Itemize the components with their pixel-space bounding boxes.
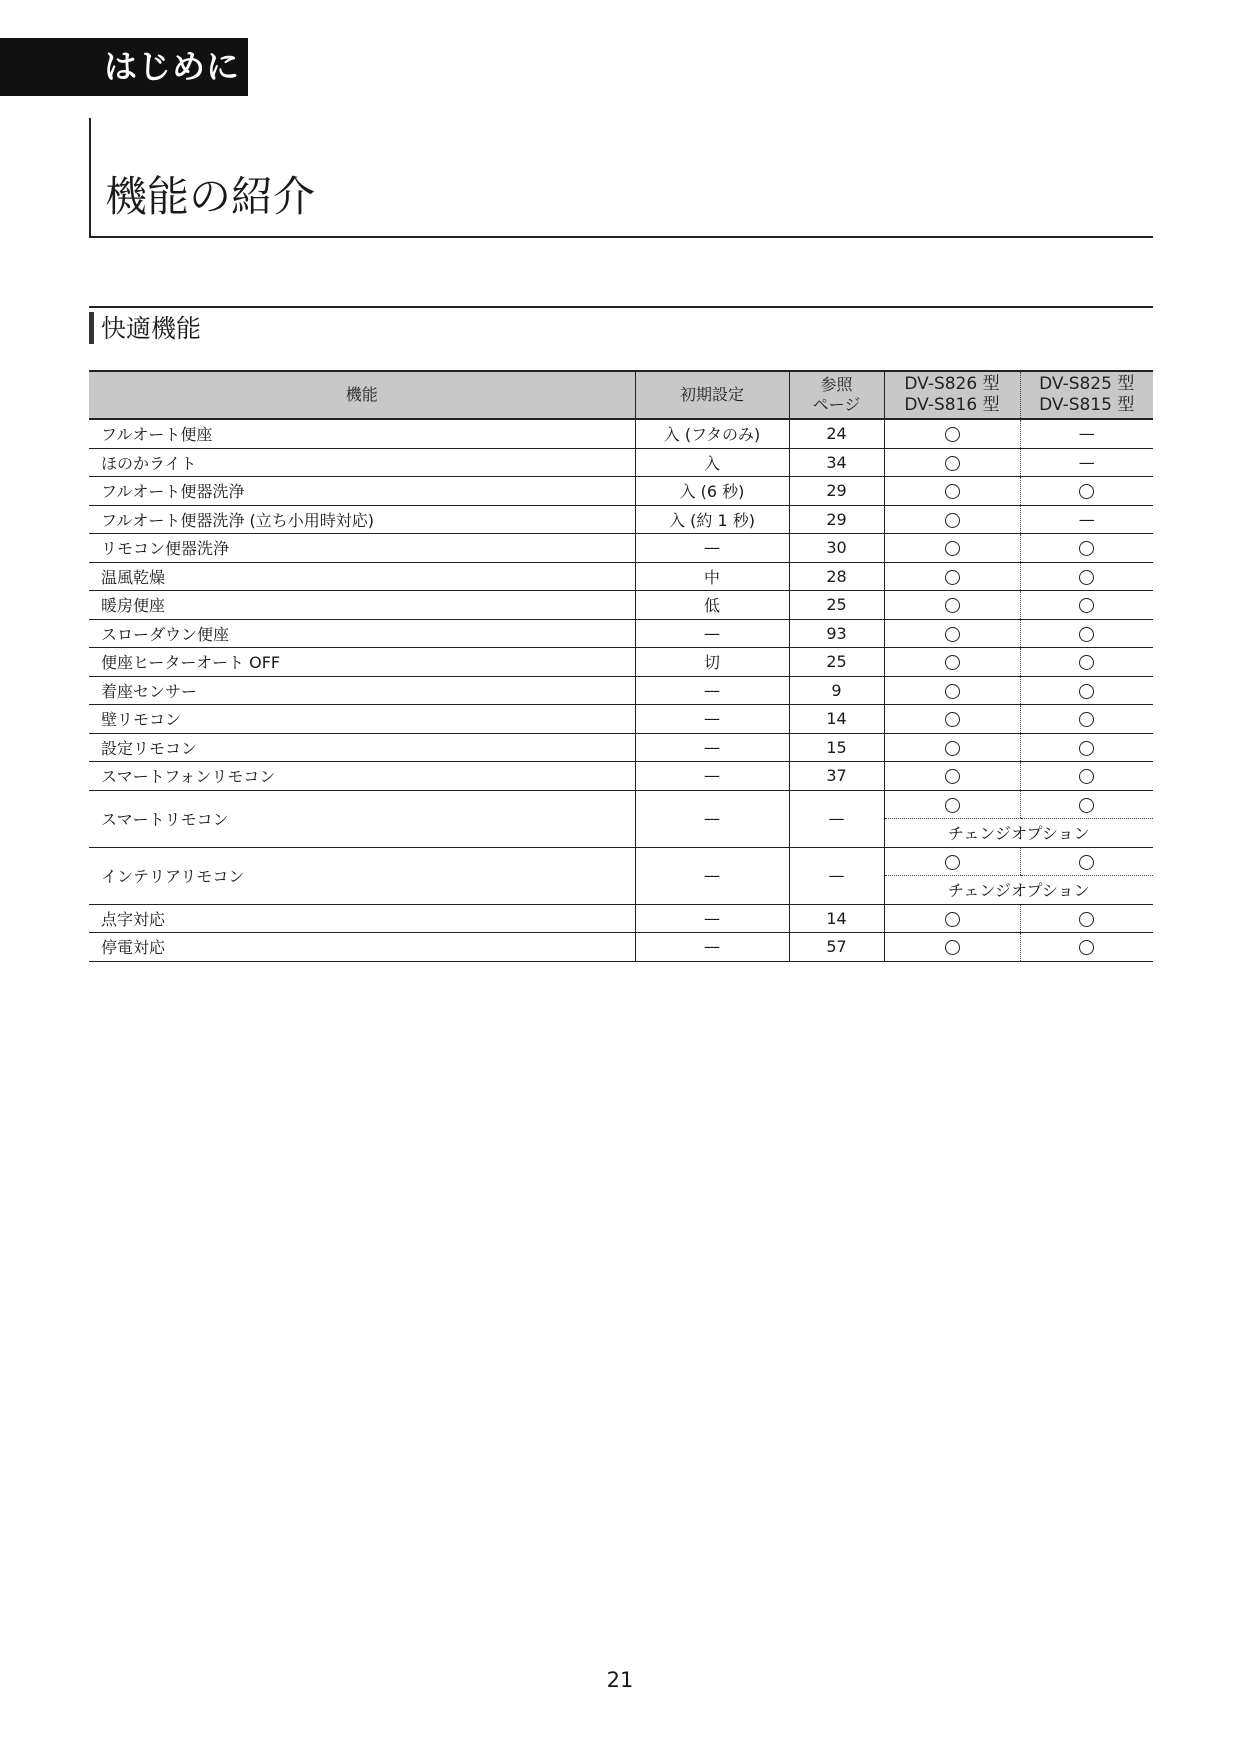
model-a-circle-icon xyxy=(945,427,960,442)
model-b-support xyxy=(1020,534,1153,563)
model-a-circle-icon xyxy=(945,798,960,813)
header-reference-page xyxy=(789,371,884,419)
change-option-note: チェンジオプション xyxy=(884,876,1153,905)
model-b-support xyxy=(1020,477,1153,506)
reference-page: 14 xyxy=(789,705,884,734)
table-row xyxy=(89,619,1153,648)
initial-setting: 入 (6 秒) xyxy=(635,477,789,506)
model-a-circle-icon xyxy=(945,570,960,585)
initial-setting: — xyxy=(635,619,789,648)
table-row xyxy=(89,562,1153,591)
reference-page: 24 xyxy=(789,419,884,448)
reference-page: 37 xyxy=(789,762,884,791)
feature-name: スマートリモコン xyxy=(89,790,635,847)
feature-name: 点字対応 xyxy=(89,904,635,933)
model-a-circle-icon xyxy=(945,541,960,556)
feature-table xyxy=(89,370,1153,962)
initial-setting: — xyxy=(635,762,789,791)
model-b-dash: — xyxy=(1078,509,1095,529)
model-b-support xyxy=(1020,790,1153,819)
reference-page: 34 xyxy=(789,448,884,477)
model-a-circle-icon xyxy=(945,627,960,642)
header-model-a-line2: DV-S816 型 xyxy=(904,395,1000,415)
page-title-frame xyxy=(89,118,1153,238)
model-b-circle-icon xyxy=(1079,570,1094,585)
model-a-support xyxy=(884,419,1020,448)
model-b-circle-icon xyxy=(1079,655,1094,670)
model-a-support xyxy=(884,904,1020,933)
model-a-support xyxy=(884,790,1020,819)
model-a-support xyxy=(884,619,1020,648)
model-a-support xyxy=(884,762,1020,791)
initial-setting: — xyxy=(635,933,789,962)
table-row xyxy=(89,705,1153,734)
model-b-support xyxy=(1020,733,1153,762)
model-a-support xyxy=(884,705,1020,734)
model-a-support xyxy=(884,505,1020,534)
model-a-support xyxy=(884,847,1020,876)
model-a-support xyxy=(884,676,1020,705)
model-b-support xyxy=(1020,933,1153,962)
model-b-circle-icon xyxy=(1079,798,1094,813)
model-b-circle-icon xyxy=(1079,541,1094,556)
model-b-circle-icon xyxy=(1079,627,1094,642)
model-b-circle-icon xyxy=(1079,598,1094,613)
table-row xyxy=(89,933,1153,962)
reference-page: 28 xyxy=(789,562,884,591)
reference-page: 93 xyxy=(789,619,884,648)
reference-page: — xyxy=(789,847,884,904)
header-ref-line2: ページ xyxy=(812,395,861,414)
model-a-circle-icon xyxy=(945,456,960,471)
reference-page: 29 xyxy=(789,477,884,506)
change-option-note: チェンジオプション xyxy=(884,819,1153,848)
model-a-circle-icon xyxy=(945,684,960,699)
model-b-support xyxy=(1020,619,1153,648)
table-row-option xyxy=(89,790,1153,819)
model-b-circle-icon xyxy=(1079,940,1094,955)
model-b-support xyxy=(1020,562,1153,591)
header-model-b xyxy=(1020,371,1153,419)
header-model-a-line1: DV-S826 型 xyxy=(904,373,1000,394)
model-a-circle-icon xyxy=(945,912,960,927)
initial-setting: 低 xyxy=(635,591,789,620)
model-b-support xyxy=(1020,904,1153,933)
header-model-b-line2: DV-S815 型 xyxy=(1039,395,1135,415)
model-b-support xyxy=(1020,505,1153,534)
header-model-a xyxy=(884,371,1020,419)
model-b-support xyxy=(1020,648,1153,677)
initial-setting: — xyxy=(635,705,789,734)
page-title: 機能の紹介 xyxy=(105,172,316,221)
initial-setting: — xyxy=(635,847,789,904)
model-b-dash: — xyxy=(1078,424,1095,444)
section-marker xyxy=(89,312,94,344)
reference-page: 9 xyxy=(789,676,884,705)
feature-name: 停電対応 xyxy=(89,933,635,962)
initial-setting: — xyxy=(635,790,789,847)
table-row xyxy=(89,534,1153,563)
model-a-support xyxy=(884,448,1020,477)
table-row xyxy=(89,733,1153,762)
initial-setting: — xyxy=(635,534,789,563)
model-a-circle-icon xyxy=(945,855,960,870)
model-a-support xyxy=(884,933,1020,962)
reference-page: 15 xyxy=(789,733,884,762)
initial-setting: 入 xyxy=(635,448,789,477)
model-a-support xyxy=(884,733,1020,762)
model-b-circle-icon xyxy=(1079,855,1094,870)
model-a-circle-icon xyxy=(945,769,960,784)
feature-name: 壁リモコン xyxy=(89,705,635,734)
table-row xyxy=(89,676,1153,705)
model-a-circle-icon xyxy=(945,484,960,499)
model-a-circle-icon xyxy=(945,712,960,727)
initial-setting: 切 xyxy=(635,648,789,677)
header-initial-setting: 初期設定 xyxy=(635,371,789,419)
feature-name: 設定リモコン xyxy=(89,733,635,762)
table-row xyxy=(89,419,1153,448)
table-row xyxy=(89,448,1153,477)
feature-name: フルオート便器洗浄 xyxy=(89,477,635,506)
initial-setting: 入 (フタのみ) xyxy=(635,419,789,448)
model-a-circle-icon xyxy=(945,655,960,670)
model-a-support xyxy=(884,562,1020,591)
model-b-support xyxy=(1020,676,1153,705)
feature-name: フルオート便器洗浄 (立ち小用時対応) xyxy=(89,505,635,534)
reference-page: 25 xyxy=(789,648,884,677)
model-b-circle-icon xyxy=(1079,712,1094,727)
model-a-support xyxy=(884,648,1020,677)
model-b-support xyxy=(1020,847,1153,876)
table-row-option xyxy=(89,847,1153,876)
model-b-circle-icon xyxy=(1079,741,1094,756)
reference-page: 29 xyxy=(789,505,884,534)
feature-name: 暖房便座 xyxy=(89,591,635,620)
initial-setting: 中 xyxy=(635,562,789,591)
table-row xyxy=(89,762,1153,791)
model-b-support xyxy=(1020,448,1153,477)
initial-setting: 入 (約 1 秒) xyxy=(635,505,789,534)
table-body xyxy=(89,419,1153,961)
initial-setting: — xyxy=(635,733,789,762)
table-row xyxy=(89,648,1153,677)
model-b-circle-icon xyxy=(1079,769,1094,784)
model-a-circle-icon xyxy=(945,513,960,528)
model-b-circle-icon xyxy=(1079,484,1094,499)
header-model-b-line1: DV-S825 型 xyxy=(1039,373,1135,394)
model-a-support xyxy=(884,477,1020,506)
model-b-support xyxy=(1020,419,1153,448)
table-row xyxy=(89,591,1153,620)
reference-page: — xyxy=(789,790,884,847)
model-b-circle-icon xyxy=(1079,912,1094,927)
initial-setting: — xyxy=(635,676,789,705)
table-header-row xyxy=(89,371,1153,419)
feature-name: 着座センサー xyxy=(89,676,635,705)
reference-page: 14 xyxy=(789,904,884,933)
feature-name: スローダウン便座 xyxy=(89,619,635,648)
model-a-support xyxy=(884,534,1020,563)
reference-page: 30 xyxy=(789,534,884,563)
model-a-circle-icon xyxy=(945,598,960,613)
model-a-circle-icon xyxy=(945,741,960,756)
initial-setting: — xyxy=(635,904,789,933)
model-b-support xyxy=(1020,762,1153,791)
model-b-dash: — xyxy=(1078,452,1095,472)
table-row xyxy=(89,477,1153,506)
page-number: 21 xyxy=(606,1668,634,1692)
header-feature: 機能 xyxy=(89,371,635,419)
chapter-tab: はじめに xyxy=(0,38,248,96)
reference-page: 25 xyxy=(789,591,884,620)
header-ref-line1: 参照 xyxy=(820,375,853,394)
model-a-circle-icon xyxy=(945,940,960,955)
table-row xyxy=(89,904,1153,933)
feature-name: スマートフォンリモコン xyxy=(89,762,635,791)
model-b-circle-icon xyxy=(1079,684,1094,699)
table-row xyxy=(89,505,1153,534)
feature-name: 温風乾燥 xyxy=(89,562,635,591)
feature-name: インテリアリモコン xyxy=(89,847,635,904)
model-b-support xyxy=(1020,705,1153,734)
feature-name: フルオート便座 xyxy=(89,419,635,448)
section-title: 快適機能 xyxy=(101,314,202,343)
model-a-support xyxy=(884,591,1020,620)
reference-page: 57 xyxy=(789,933,884,962)
section-header xyxy=(89,306,1153,348)
model-b-support xyxy=(1020,591,1153,620)
feature-name: 便座ヒーターオート OFF xyxy=(89,648,635,677)
feature-name: ほのかライト xyxy=(89,448,635,477)
feature-name: リモコン便器洗浄 xyxy=(89,534,635,563)
